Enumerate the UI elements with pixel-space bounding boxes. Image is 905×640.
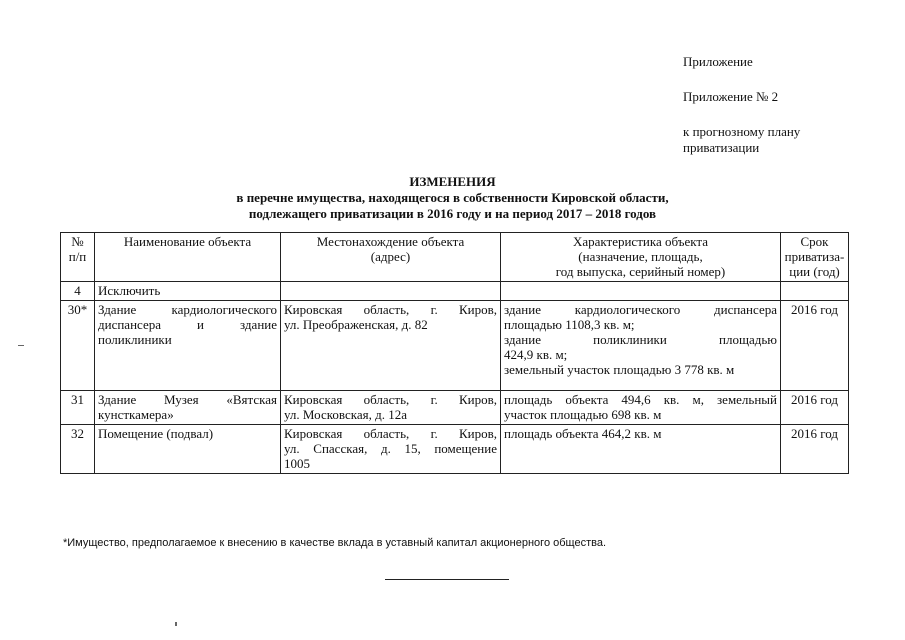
privatization-term: 2016 год	[781, 425, 849, 474]
header-text: приватиза-	[784, 249, 845, 264]
header-text: ции (год)	[789, 264, 840, 279]
text-line: ул. Спасская, д. 15, помещение	[284, 441, 497, 456]
row-number: 30*	[61, 301, 95, 391]
header-text: №	[71, 234, 84, 249]
section-number: 4	[61, 282, 95, 301]
annex-reference-line: к прогнозному плану	[683, 124, 801, 139]
property-changes-table	[60, 232, 849, 474]
object-characteristic	[501, 301, 781, 391]
text-line: 424,9 кв. м;	[504, 347, 568, 362]
privatization-term: 2016 год	[781, 301, 849, 391]
header-text: п/п	[68, 249, 87, 264]
text-line: Кировская область, г. Киров,	[284, 392, 497, 407]
object-characteristic	[501, 391, 781, 425]
header-number	[61, 233, 95, 282]
header-text: год выпуска, серийный номер)	[555, 264, 726, 279]
header-text: (адрес)	[370, 249, 411, 264]
text-line: диспансера и здание	[98, 317, 277, 332]
table-row	[61, 391, 849, 425]
text-line: площадь объекта 494,6 кв. м, земельный	[504, 392, 777, 407]
table-section-row	[61, 282, 849, 301]
text-line: Здание кардиологического	[98, 302, 277, 317]
annex-reference	[683, 124, 873, 156]
table-row	[61, 425, 849, 474]
text-line: 1005	[284, 456, 310, 471]
object-characteristic	[501, 425, 781, 474]
text-line: здание кардиологического диспансера	[504, 302, 777, 317]
header-location	[281, 233, 501, 282]
text-line: поликлиники	[98, 332, 172, 347]
text-line: земельный участок площадью 3 778 кв. м	[504, 362, 735, 377]
text-line: ул. Московская, д. 12а	[284, 407, 407, 422]
text-line: здание поликлиники площадью	[504, 332, 777, 347]
text-line: Помещение (подвал)	[98, 426, 214, 441]
header-term	[781, 233, 849, 282]
text-line: площадь объекта 464,2 кв. м	[504, 426, 662, 441]
annex-number: Приложение № 2	[683, 89, 779, 104]
table-cell	[281, 282, 501, 301]
text-line: Кировская область, г. Киров,	[284, 426, 497, 441]
text-line: ул. Преображенская, д. 82	[284, 317, 428, 332]
footnote: *Имущество, предполагаемое к внесению в качестве вклада в уставный капитал акционерного общества.	[63, 537, 607, 549]
header-text: (назначение, площадь,	[578, 249, 703, 264]
document-subtitle: подлежащего приватизации в 2016 году и на период 2017 – 2018 годов	[248, 206, 657, 221]
table-header-row	[61, 233, 849, 282]
header-text: Наименование объекта	[123, 234, 252, 249]
annex-reference-line: приватизации	[683, 140, 760, 155]
row-number: 31	[61, 391, 95, 425]
row-number: 32	[61, 425, 95, 474]
object-name	[95, 301, 281, 391]
text-line: площадью 1108,3 кв. м;	[504, 317, 635, 332]
object-name	[95, 391, 281, 425]
table-cell	[781, 282, 849, 301]
header-text: Местонахождение объекта	[316, 234, 465, 249]
header-name	[95, 233, 281, 282]
table-row	[61, 301, 849, 391]
object-location	[281, 301, 501, 391]
annex-label: Приложение	[683, 54, 753, 69]
privatization-term: 2016 год	[781, 391, 849, 425]
object-location	[281, 425, 501, 474]
text-line: кунсткамера»	[98, 407, 174, 422]
object-location	[281, 391, 501, 425]
text-line: Кировская область, г. Киров,	[284, 302, 497, 317]
section-label: Исключить	[95, 282, 281, 301]
header-text: Срок	[800, 234, 829, 249]
text-line: Здание Музея «Вятская	[98, 392, 277, 407]
signature-line	[385, 579, 509, 580]
header-text: Характеристика объекта	[572, 234, 709, 249]
document-heading: ИЗМЕНЕНИЯ	[409, 174, 496, 189]
header-characteristic	[501, 233, 781, 282]
object-name	[95, 425, 281, 474]
text-line: участок площадью 698 кв. м	[504, 407, 662, 422]
table-cell	[501, 282, 781, 301]
scan-mark	[175, 622, 177, 626]
margin-mark	[18, 345, 24, 346]
document-subtitle: в перечне имущества, находящегося в собственности Кировской области,	[236, 190, 669, 205]
